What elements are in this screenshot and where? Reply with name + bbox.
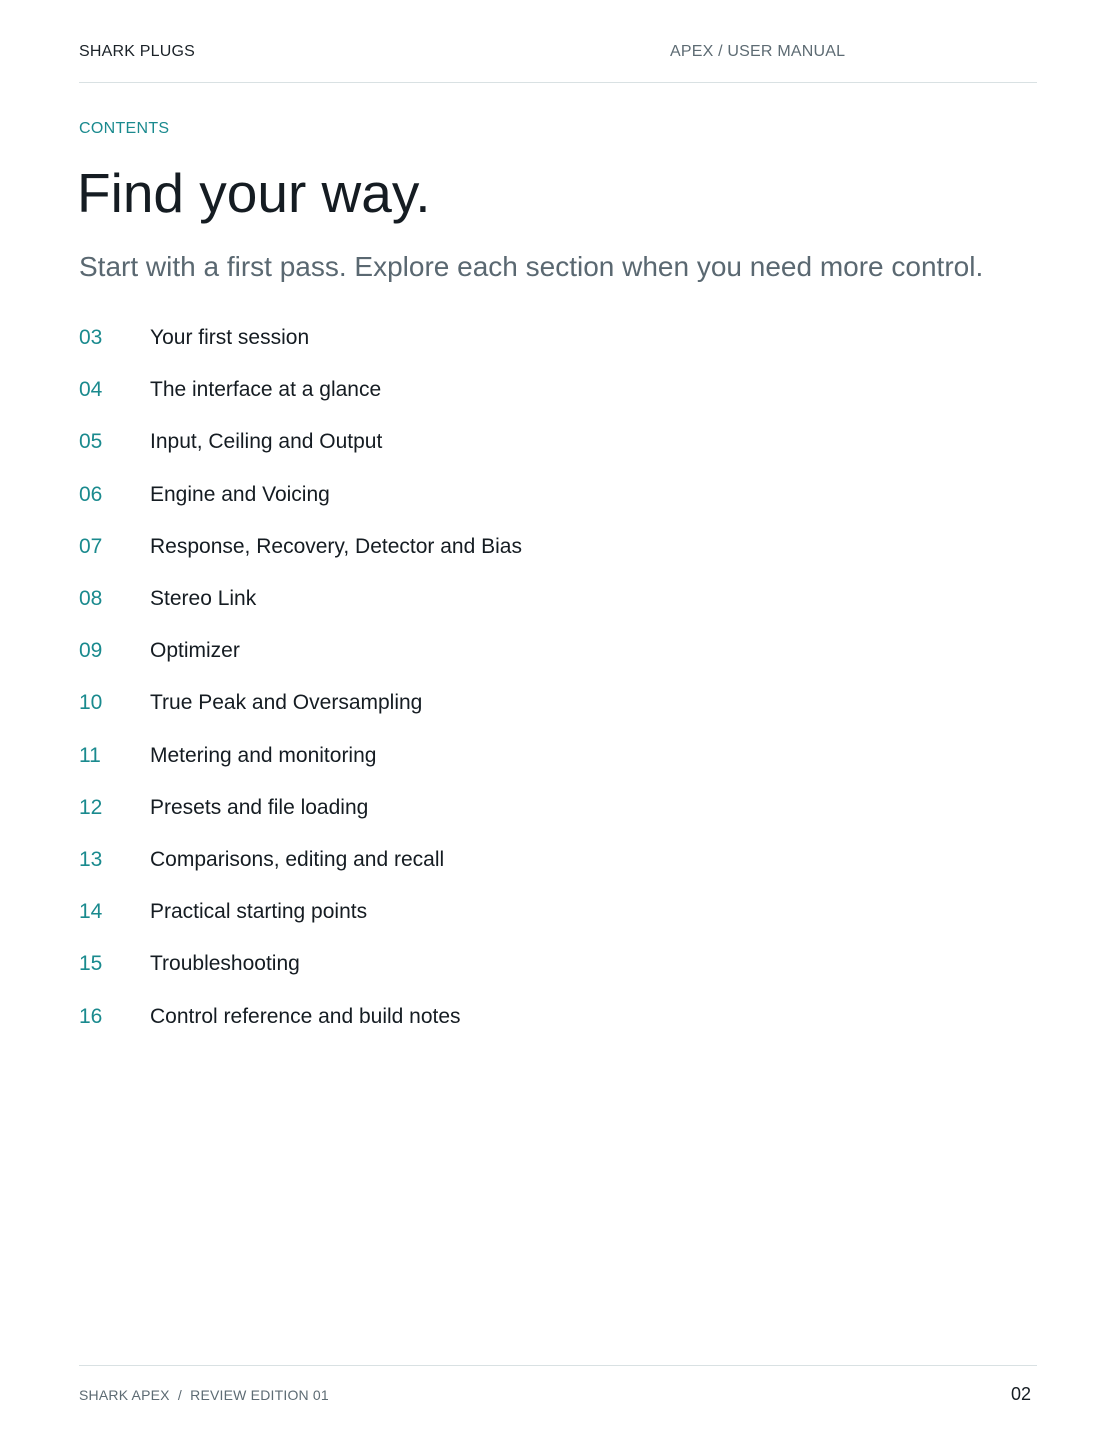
toc-page-number: 14 [79,900,103,924]
page-number: 02 [1010,1384,1031,1404]
toc-page-number: 13 [79,847,103,871]
toc-item-label: Troubleshooting [150,952,300,976]
toc-item-label: Optimizer [150,639,240,663]
toc-page-number: 15 [79,952,103,976]
toc-page-number: 09 [79,639,103,663]
footer-edition-label: SHARK APEX / REVIEW EDITION 01 [79,1387,329,1403]
page-title: Find your way. [77,162,431,224]
toc-item-label: Response, Recovery, Detector and Bias [150,534,522,558]
toc-page-number: 11 [79,743,101,767]
manual-label: APEX / USER MANUAL [670,43,846,60]
toc-item-label: The interface at a glance [150,378,382,402]
toc-item-label: Stereo Link [150,587,257,611]
toc-item-first-session[interactable] [79,312,522,364]
toc-item-response-recovery[interactable] [79,521,522,573]
toc-item-label: Metering and monitoring [150,743,377,767]
toc-item-label: Input, Ceiling and Output [150,430,383,454]
toc-page-number: 16 [79,1004,103,1028]
toc-page-number: 08 [79,587,103,611]
toc-item-presets[interactable] [79,782,522,834]
page-footer [79,1365,1037,1426]
toc-item-engine-voicing[interactable] [79,469,522,521]
toc-item-true-peak[interactable] [79,677,522,729]
toc-item-label: Presets and file loading [150,795,369,819]
toc-item-label: Engine and Voicing [150,482,330,506]
toc-item-label: Comparisons, editing and recall [150,847,445,871]
toc-item-input-ceiling-output[interactable] [79,416,522,468]
brand-name: SHARK PLUGS [79,43,196,60]
toc-page-number: 06 [79,482,103,506]
toc-item-comparisons[interactable] [79,834,522,886]
toc-page-number: 10 [79,691,103,715]
toc-page-number: 05 [79,430,103,454]
toc-item-label: Practical starting points [150,900,368,924]
toc-page-number: 12 [79,795,103,819]
toc-page-number: 04 [79,378,103,402]
toc-item-control-reference[interactable] [79,990,522,1042]
toc-page-number: 07 [79,534,103,558]
table-of-contents [79,312,522,1043]
page-header [79,0,1037,83]
toc-item-label: True Peak and Oversampling [150,691,423,715]
toc-item-troubleshooting[interactable] [79,938,522,990]
toc-item-optimizer[interactable] [79,625,522,677]
toc-item-starting-points[interactable] [79,886,522,938]
toc-item-label: Your first session [150,326,310,350]
toc-item-metering[interactable] [79,730,522,782]
section-eyebrow: CONTENTS [79,120,170,137]
toc-item-interface[interactable] [79,364,522,416]
toc-item-stereo-link[interactable] [79,573,522,625]
page-subtitle: Start with a first pass. Explore each section when you need more control. [79,251,984,282]
toc-item-label: Control reference and build notes [150,1004,461,1028]
toc-page-number: 03 [79,326,103,350]
